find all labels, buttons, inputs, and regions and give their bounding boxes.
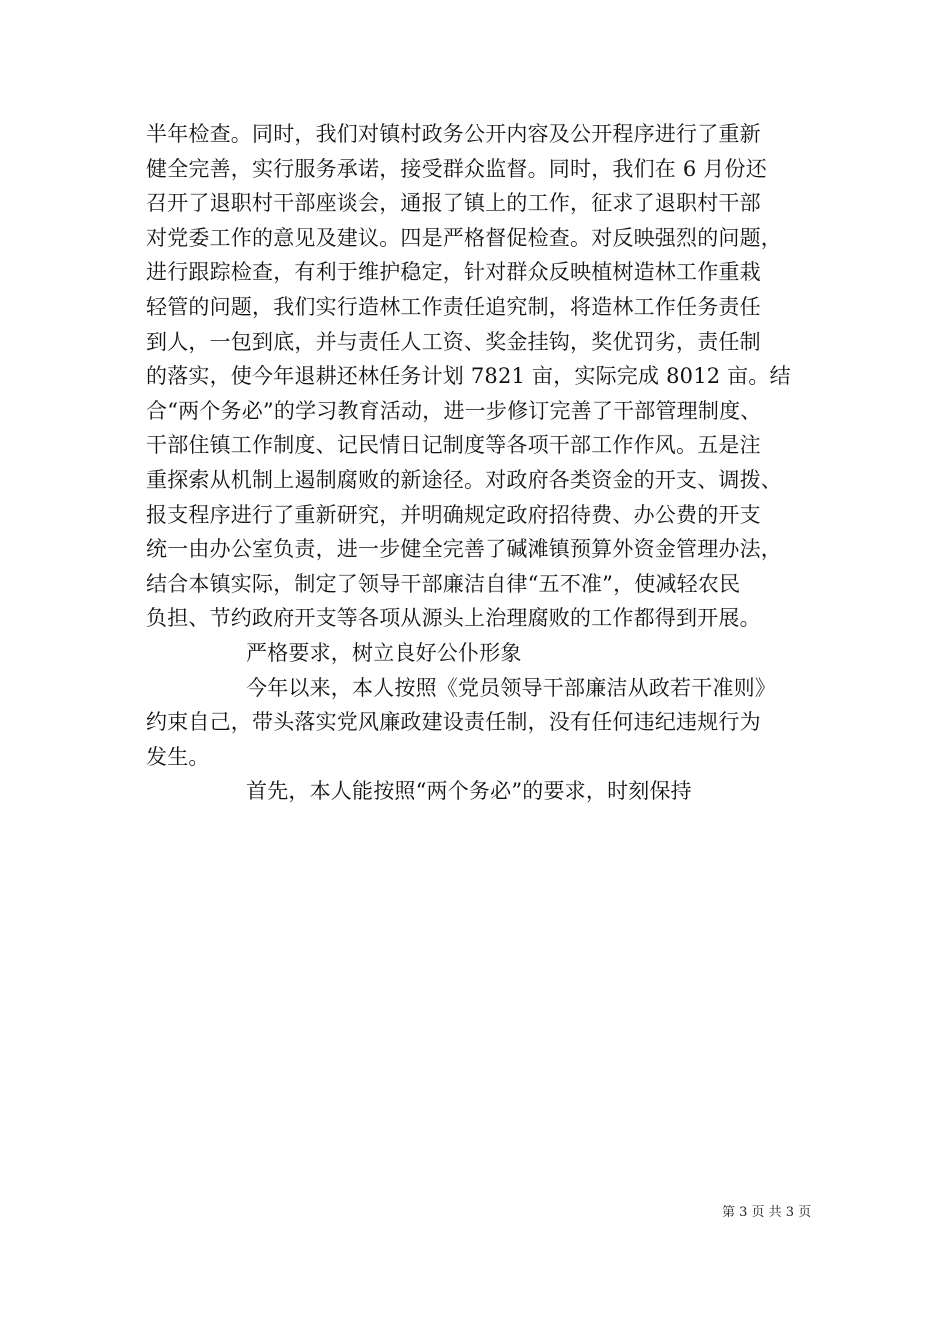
section-heading: 严格要求，树立良好公仆形象 (246, 640, 522, 665)
text-line: 进行跟踪检查，有利于维护稳定，针对群众反映植树造林工作重栽 (146, 260, 761, 285)
text-line: 报支程序进行了重新研究，并明确规定政府招待费、办公费的开支 (146, 502, 761, 527)
text-line: 到人，一包到底，并与责任人工资、奖金挂钩，奖优罚劣，责任制 (146, 329, 761, 354)
page-number-footer: 第 3 页 共 3 页 (722, 1205, 812, 1220)
text-line: 轻管的问题，我们实行造林工作责任追究制，将造林工作任务责任 (146, 294, 761, 319)
body-text (146, 117, 846, 809)
text-line: 健全完善，实行服务承诺，接受群众监督。同时，我们在 6 月份还 (146, 156, 767, 181)
text-line: 的落实，使今年退耕还林任务计划 7821 亩，实际完成 8012 亩。结 (146, 364, 791, 389)
text-line: 半年检查。同时，我们对镇村政务公开内容及公开程序进行了重新 (146, 122, 761, 146)
text-line: 约束自己，带头落实党风廉政建设责任制，没有任何违纪违规行为 (146, 710, 761, 735)
text-line: 负担、节约政府开支等各项从源头上治理腐败的工作都得到开展。 (146, 606, 761, 631)
text-line: 结合本镇实际，制定了领导干部廉洁自律“五不准”，使减轻农民 (146, 571, 741, 596)
text-line: 对党委工作的意见及建议。四是严格督促检查。对反映强烈的问题， (146, 225, 782, 250)
text-line: 统一由办公室负责，进一步健全完善了碱滩镇预算外资金管理办法， (146, 537, 782, 562)
text-line: 合“两个务必”的学习教育活动，进一步修订完善了干部管理制度、 (146, 398, 762, 423)
text-line: 发生。 (146, 744, 210, 769)
text-line: 首先，本人能按照“两个务必”的要求，时刻保持 (246, 779, 692, 804)
text-line: 干部住镇工作制度、记民情日记制度等各项干部工作作风。五是注 (146, 433, 761, 458)
text-line: 重探索从机制上遏制腐败的新途径。对政府各类资金的开支、调拨、 (146, 467, 782, 492)
text-line: 召开了退职村干部座谈会，通报了镇上的工作，征求了退职村干部 (146, 191, 761, 216)
text-line: 今年以来，本人按照《党员领导干部廉洁从政若干准则》 (246, 675, 776, 700)
